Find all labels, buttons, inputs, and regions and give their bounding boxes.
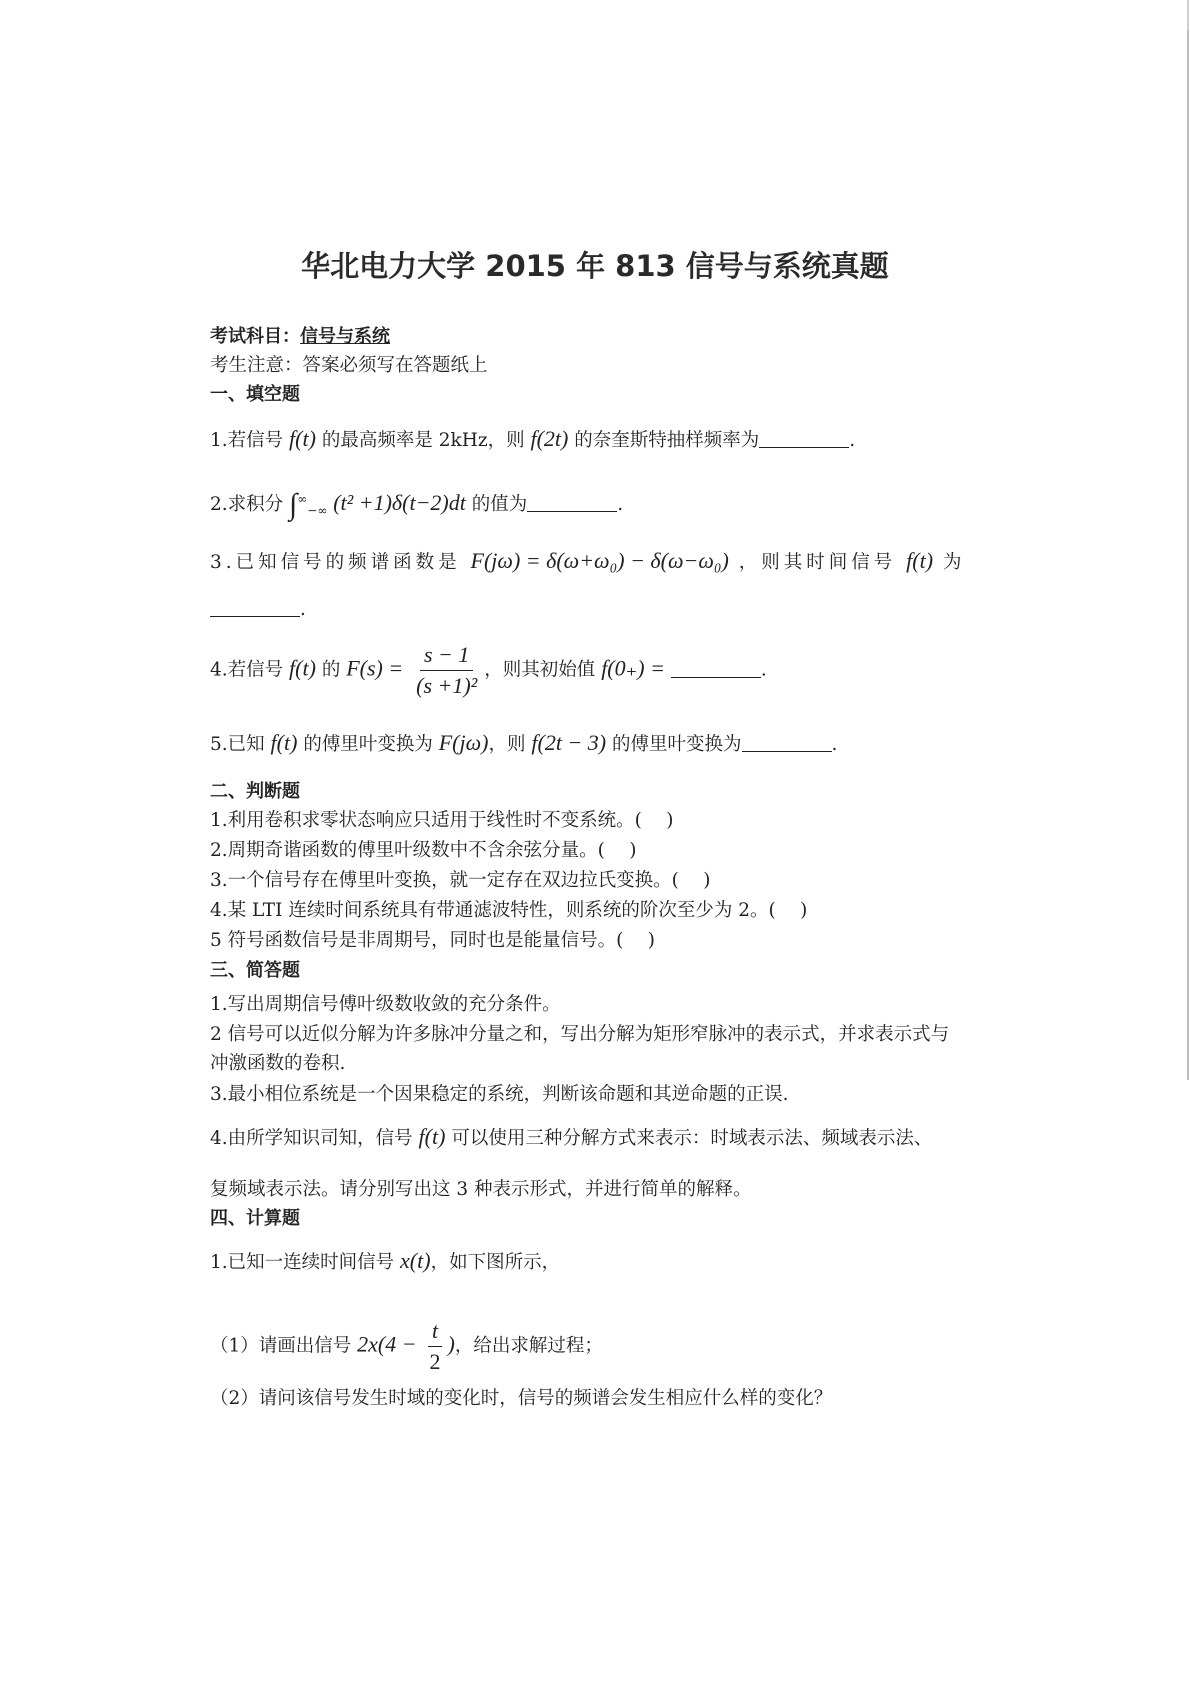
answer-blank[interactable]	[759, 429, 849, 448]
section-heading-judge: 二、判断题	[210, 781, 300, 802]
judge-item: 1.利用卷积求零状态响应只适用于线性时不变系统。( )	[210, 810, 674, 831]
calc-subquestion-1: （1）请画出信号 2x(4 − $\frac{t}{2}$ )，给出求解过程；	[210, 1318, 603, 1374]
short-question-4-cont: 复频域表示法。请分别写出这 3 种表示形式，并进行简单的解释。	[210, 1179, 752, 1200]
fraction: $\frac{t}{2}$	[429, 1318, 441, 1374]
judge-item: 3.一个信号存在傅里叶变换，就一定存在双边拉氏变换。( )	[210, 870, 711, 891]
subject-value: 信号与系统	[300, 326, 390, 347]
short-question-3: 3.最小相位系统是一个因果稳定的系统，判断该命题和其逆命题的正误.	[210, 1084, 789, 1105]
short-question-4: 4.由所学知识司知，信号 f(t) 可以使用三种分解方式来表示：时域表示法、频域表示法、	[210, 1124, 933, 1149]
section-heading-calc: 四、计算题	[210, 1208, 300, 1229]
fill-question-3-blank: .	[210, 598, 306, 620]
fill-question-2: 2.求积分 $\int^\infty_{-\infty}$ (t² +1)δ(t−2)dt 的值为 .	[210, 488, 624, 521]
short-question-2: 2 信号可以近似分解为许多脉冲分量之和，写出分解为矩形窄脉冲的表示式，并求表示式与	[210, 1024, 950, 1045]
answer-blank[interactable]	[671, 659, 761, 678]
fill-question-4: 4.若信号 f(t) 的 F(s) = $\frac{s - 1}{\text{(s +1)²}}$ ，则其初始值 f(0₊) = .	[210, 642, 767, 698]
scan-edge	[1187, 30, 1189, 1080]
page-title: 华北电力大学 2015 年 813 信号与系统真题	[301, 249, 889, 283]
calc-question-1: 1.已知一连续时间信号 x(t)，如下图所示，	[210, 1248, 561, 1273]
answer-blank[interactable]	[527, 493, 617, 512]
notice: 考生注意：答案必须写在答题纸上	[210, 355, 488, 376]
subject-line	[210, 322, 390, 348]
section-heading-fill: 一、填空题	[210, 384, 300, 405]
subject-label: 考试科目：	[210, 326, 300, 347]
short-question-2-cont: 冲激函数的卷积.	[210, 1053, 346, 1074]
fill-question-1: 1.若信号 f(t) 的最高频率是 2kHz，则 f(2t) 的奈奎斯特抽样频率为 .	[210, 426, 856, 451]
fill-question-3: 3.已知信号的频谱函数是 F(jω) = δ(ω+ω₀) − δ(ω−ω₀) ，则其时间信号 f(t) 为	[210, 548, 966, 573]
fraction: $\frac{s - 1}{\text{(s +1)²}}$	[416, 642, 478, 698]
short-question-1: 1.写出周期信号傅叶级数收敛的充分条件。	[210, 994, 561, 1015]
judge-item: 5 符号函数信号是非周期号，同时也是能量信号。( )	[210, 930, 655, 951]
answer-blank[interactable]	[742, 733, 832, 752]
section-heading-short: 三、简答题	[210, 960, 300, 981]
fill-question-5: 5.已知 f(t) 的傅里叶变换为 F(jω)，则 f(2t − 3) 的傅里叶变换为 .	[210, 730, 838, 755]
integral-sign: ∫	[289, 488, 298, 521]
calc-subquestion-2: （2）请问该信号发生时域的变化时，信号的频谱会发生相应什么样的变化？	[210, 1388, 833, 1409]
answer-blank[interactable]	[210, 598, 300, 617]
judge-item: 4.某 LTI 连续时间系统具有带通滤波特性，则系统的阶次至少为 2。( )	[210, 900, 808, 921]
judge-item: 2.周期奇谐函数的傅里叶级数中不含余弦分量。( )	[210, 840, 637, 861]
